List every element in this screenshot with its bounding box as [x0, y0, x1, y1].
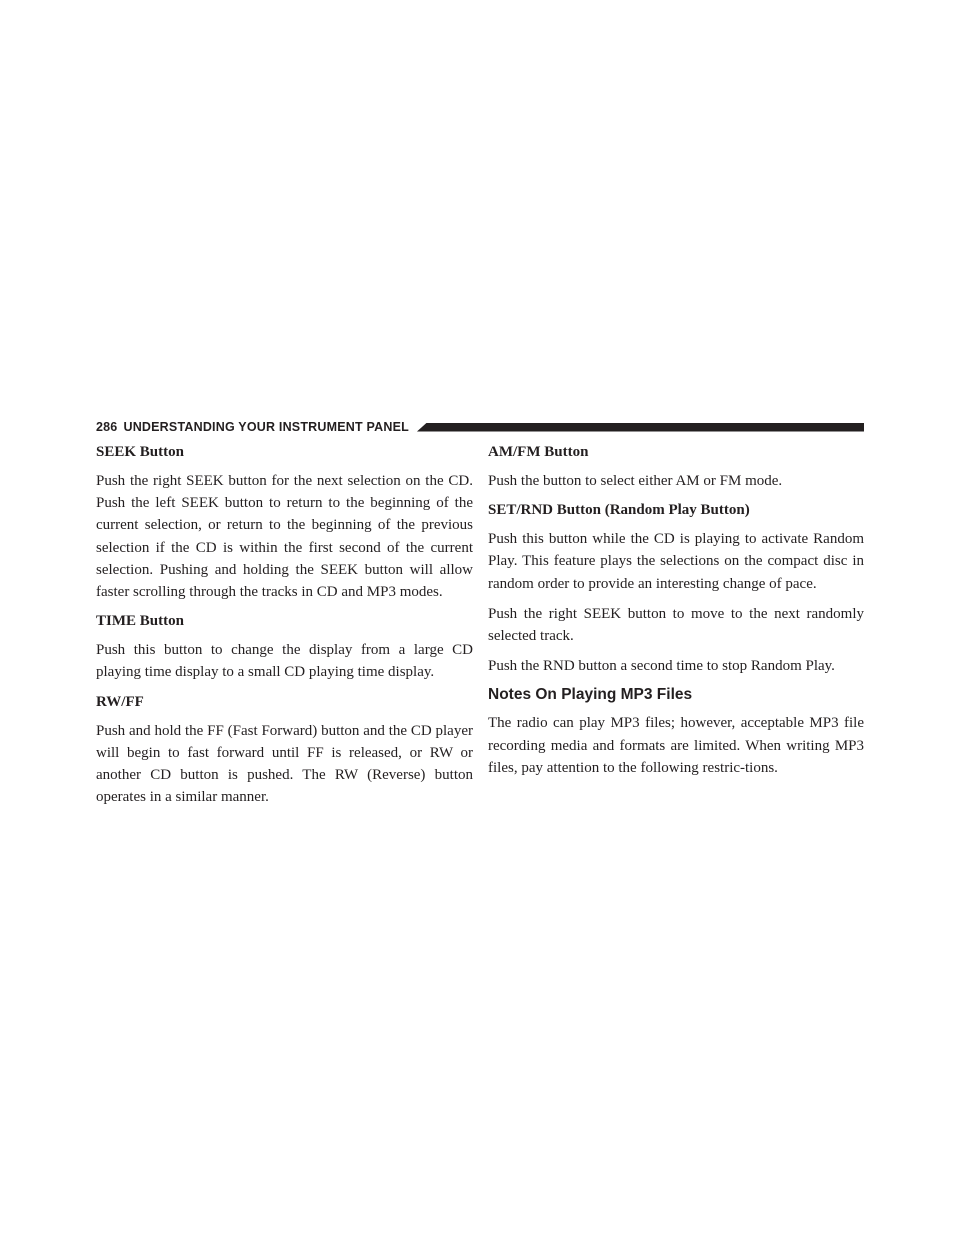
time-button-text: Push this button to change the display from a large CD playing time display to a small CD playing time display. — [96, 642, 473, 681]
setrnd-text-3: Push the RND button a second time to stop Random Play. — [488, 658, 835, 675]
rwff-heading: RW/FF — [96, 693, 144, 710]
seek-button-heading: SEEK Button — [96, 444, 184, 460]
left-column — [96, 442, 473, 816]
time-button-heading: TIME Button — [96, 613, 184, 630]
page-number: 286 — [96, 420, 118, 434]
amfm-button-heading: AM/FM Button — [488, 444, 589, 460]
header-rule — [417, 423, 864, 432]
seek-button-text: Push the right SEEK button for the next selection on the CD. Push the left SEEK button to return to the beginning of the current selection, or return to the beginning of the previous selection if the CD is within the first second of the current selection. Pushing and holding the SEEK button will allow faster scrolling through the tracks in CD and MP3 modes. — [96, 473, 473, 601]
setrnd-text-2: Push the right SEEK button to move to the next randomly selected track. — [488, 605, 864, 645]
rwff-text: Push and hold the FF (Fast Forward) button and the CD player will begin to fast forward until FF is released, or RW or another CD button is pushed. The RW (Reverse) button operates in a similar manner. — [96, 722, 473, 806]
page-header — [96, 420, 864, 434]
amfm-button-text: Push the button to select either AM or FM mode. — [488, 473, 783, 489]
setrnd-button-heading: SET/RND Button (Random Play Button) — [488, 502, 750, 519]
mp3-notes-text: The radio can play MP3 files; however, acceptable MP3 file recording media and formats are limited. When writing MP3 files, pay attention to the following restric-tions. — [488, 715, 864, 776]
mp3-notes-heading: Notes On Playing MP3 Files — [488, 686, 693, 704]
right-column — [488, 442, 864, 787]
section-title: UNDERSTANDING YOUR INSTRUMENT PANEL — [123, 420, 409, 434]
setrnd-text-1: Push this button while the CD is playing to activate Random Play. This feature plays the selections on the compact disc in random order to provide an interesting change of pace. — [488, 531, 864, 592]
